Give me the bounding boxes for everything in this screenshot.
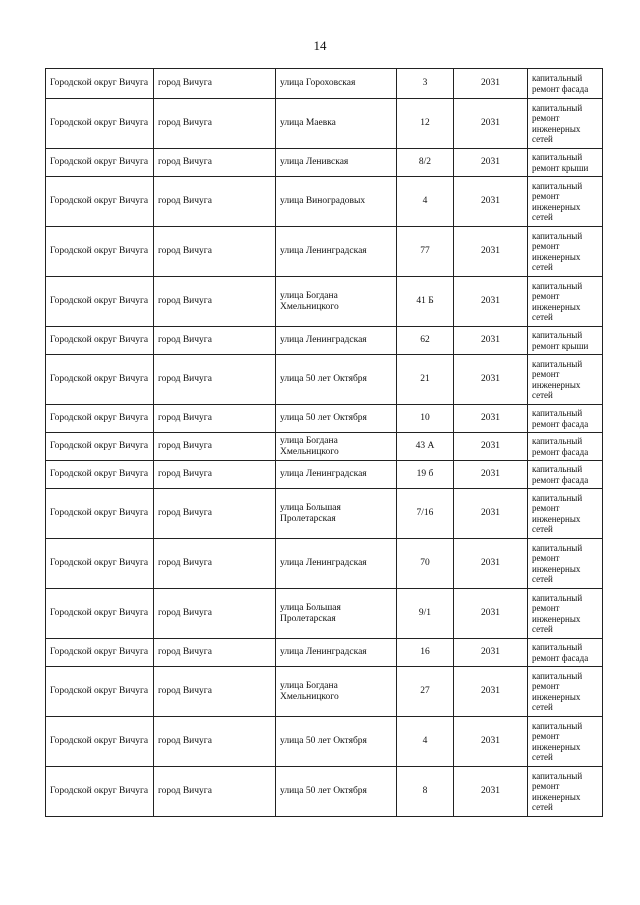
street-cell: улица 50 лет Октября	[276, 717, 397, 767]
year-cell: 2031	[454, 99, 528, 149]
table-row	[46, 327, 603, 355]
street-cell: улица Большая Пролетарская	[276, 589, 397, 639]
table-row	[46, 539, 603, 589]
year-cell: 2031	[454, 717, 528, 767]
city-cell: город Вичуга	[154, 327, 276, 355]
street-cell: улица Ленинградская	[276, 461, 397, 489]
house-number-cell: 12	[397, 99, 454, 149]
page-number: 14	[313, 38, 327, 53]
work-type-cell: капитальный ремонт фасада	[528, 405, 603, 433]
table-row	[46, 355, 603, 405]
district-cell: Городской округ Вичуга	[46, 539, 154, 589]
city-cell: город Вичуга	[154, 177, 276, 227]
street-cell: улица Гороховская	[276, 69, 397, 99]
work-type-cell: капитальный ремонт фасада	[528, 433, 603, 461]
city-cell: город Вичуга	[154, 717, 276, 767]
table-row	[46, 589, 603, 639]
street-cell: улица Богдана Хмельницкого	[276, 433, 397, 461]
work-type-cell: капитальный ремонт инженерных сетей	[528, 539, 603, 589]
city-cell: город Вичуга	[154, 69, 276, 99]
year-cell: 2031	[454, 767, 528, 817]
street-cell: улица Богдана Хмельницкого	[276, 277, 397, 327]
work-type-cell: капитальный ремонт фасада	[528, 639, 603, 667]
table-row	[46, 177, 603, 227]
house-number-cell: 43 А	[397, 433, 454, 461]
year-cell: 2031	[454, 667, 528, 717]
work-type-cell: капитальный ремонт инженерных сетей	[528, 589, 603, 639]
house-number-cell: 19 б	[397, 461, 454, 489]
house-number-cell: 27	[397, 667, 454, 717]
district-cell: Городской округ Вичуга	[46, 149, 154, 177]
year-cell: 2031	[454, 355, 528, 405]
table-row	[46, 277, 603, 327]
city-cell: город Вичуга	[154, 149, 276, 177]
year-cell: 2031	[454, 227, 528, 277]
street-cell: улица Богдана Хмельницкого	[276, 667, 397, 717]
city-cell: город Вичуга	[154, 767, 276, 817]
table-row	[46, 227, 603, 277]
street-cell: улица Ленинградская	[276, 539, 397, 589]
city-cell: город Вичуга	[154, 99, 276, 149]
house-number-cell: 4	[397, 717, 454, 767]
district-cell: Городской округ Вичуга	[46, 69, 154, 99]
city-cell: город Вичуга	[154, 539, 276, 589]
year-cell: 2031	[454, 433, 528, 461]
district-cell: Городской округ Вичуга	[46, 327, 154, 355]
table-row	[46, 489, 603, 539]
table-row	[46, 99, 603, 149]
district-cell: Городской округ Вичуга	[46, 717, 154, 767]
city-cell: город Вичуга	[154, 405, 276, 433]
city-cell: город Вичуга	[154, 639, 276, 667]
city-cell: город Вичуга	[154, 227, 276, 277]
year-cell: 2031	[454, 639, 528, 667]
city-cell: город Вичуга	[154, 277, 276, 327]
house-number-cell: 7/16	[397, 489, 454, 539]
house-number-cell: 70	[397, 539, 454, 589]
district-cell: Городской округ Вичуга	[46, 177, 154, 227]
street-cell: улица Большая Пролетарская	[276, 489, 397, 539]
street-cell: улица 50 лет Октября	[276, 405, 397, 433]
work-type-cell: капитальный ремонт крыши	[528, 149, 603, 177]
year-cell: 2031	[454, 589, 528, 639]
table-row	[46, 767, 603, 817]
house-number-cell: 4	[397, 177, 454, 227]
house-number-cell: 8/2	[397, 149, 454, 177]
year-cell: 2031	[454, 149, 528, 177]
house-number-cell: 9/1	[397, 589, 454, 639]
work-type-cell: капитальный ремонт фасада	[528, 69, 603, 99]
district-cell: Городской округ Вичуга	[46, 767, 154, 817]
house-number-cell: 41 Б	[397, 277, 454, 327]
city-cell: город Вичуга	[154, 355, 276, 405]
work-type-cell: капитальный ремонт инженерных сетей	[528, 489, 603, 539]
table-row	[46, 69, 603, 99]
work-type-cell: капитальный ремонт инженерных сетей	[528, 767, 603, 817]
city-cell: город Вичуга	[154, 461, 276, 489]
street-cell: улица 50 лет Октября	[276, 355, 397, 405]
table-row	[46, 717, 603, 767]
city-cell: город Вичуга	[154, 589, 276, 639]
work-type-cell: капитальный ремонт инженерных сетей	[528, 227, 603, 277]
district-cell: Городской округ Вичуга	[46, 667, 154, 717]
street-cell: улица Ленинградская	[276, 227, 397, 277]
street-cell: улица 50 лет Октября	[276, 767, 397, 817]
district-cell: Городской округ Вичуга	[46, 355, 154, 405]
district-cell: Городской округ Вичуга	[46, 489, 154, 539]
street-cell: улица Ленивская	[276, 149, 397, 177]
work-type-cell: капитальный ремонт инженерных сетей	[528, 177, 603, 227]
table-body	[46, 69, 603, 817]
house-number-cell: 77	[397, 227, 454, 277]
district-cell: Городской округ Вичуга	[46, 461, 154, 489]
work-type-cell: капитальный ремонт крыши	[528, 327, 603, 355]
district-cell: Городской округ Вичуга	[46, 277, 154, 327]
district-cell: Городской округ Вичуга	[46, 589, 154, 639]
city-cell: город Вичуга	[154, 433, 276, 461]
street-cell: улица Ленинградская	[276, 327, 397, 355]
house-number-cell: 10	[397, 405, 454, 433]
work-type-cell: капитальный ремонт инженерных сетей	[528, 355, 603, 405]
district-cell: Городской округ Вичуга	[46, 639, 154, 667]
table-row	[46, 149, 603, 177]
district-cell: Городской округ Вичуга	[46, 433, 154, 461]
city-cell: город Вичуга	[154, 489, 276, 539]
table-row	[46, 433, 603, 461]
work-type-cell: капитальный ремонт инженерных сетей	[528, 667, 603, 717]
year-cell: 2031	[454, 539, 528, 589]
year-cell: 2031	[454, 461, 528, 489]
year-cell: 2031	[454, 177, 528, 227]
district-cell: Городской округ Вичуга	[46, 405, 154, 433]
table-row	[46, 639, 603, 667]
house-number-cell: 16	[397, 639, 454, 667]
street-cell: улица Ленинградская	[276, 639, 397, 667]
year-cell: 2031	[454, 69, 528, 99]
repair-schedule-table	[45, 68, 603, 817]
year-cell: 2031	[454, 489, 528, 539]
city-cell: город Вичуга	[154, 667, 276, 717]
district-cell: Городской округ Вичуга	[46, 99, 154, 149]
work-type-cell: капитальный ремонт инженерных сетей	[528, 717, 603, 767]
street-cell: улица Маевка	[276, 99, 397, 149]
table-row	[46, 405, 603, 433]
street-cell: улица Виноградовых	[276, 177, 397, 227]
house-number-cell: 3	[397, 69, 454, 99]
work-type-cell: капитальный ремонт инженерных сетей	[528, 277, 603, 327]
house-number-cell: 62	[397, 327, 454, 355]
year-cell: 2031	[454, 277, 528, 327]
year-cell: 2031	[454, 327, 528, 355]
table-row	[46, 461, 603, 489]
house-number-cell: 8	[397, 767, 454, 817]
table-row	[46, 667, 603, 717]
work-type-cell: капитальный ремонт фасада	[528, 461, 603, 489]
district-cell: Городской округ Вичуга	[46, 227, 154, 277]
house-number-cell: 21	[397, 355, 454, 405]
work-type-cell: капитальный ремонт инженерных сетей	[528, 99, 603, 149]
year-cell: 2031	[454, 405, 528, 433]
